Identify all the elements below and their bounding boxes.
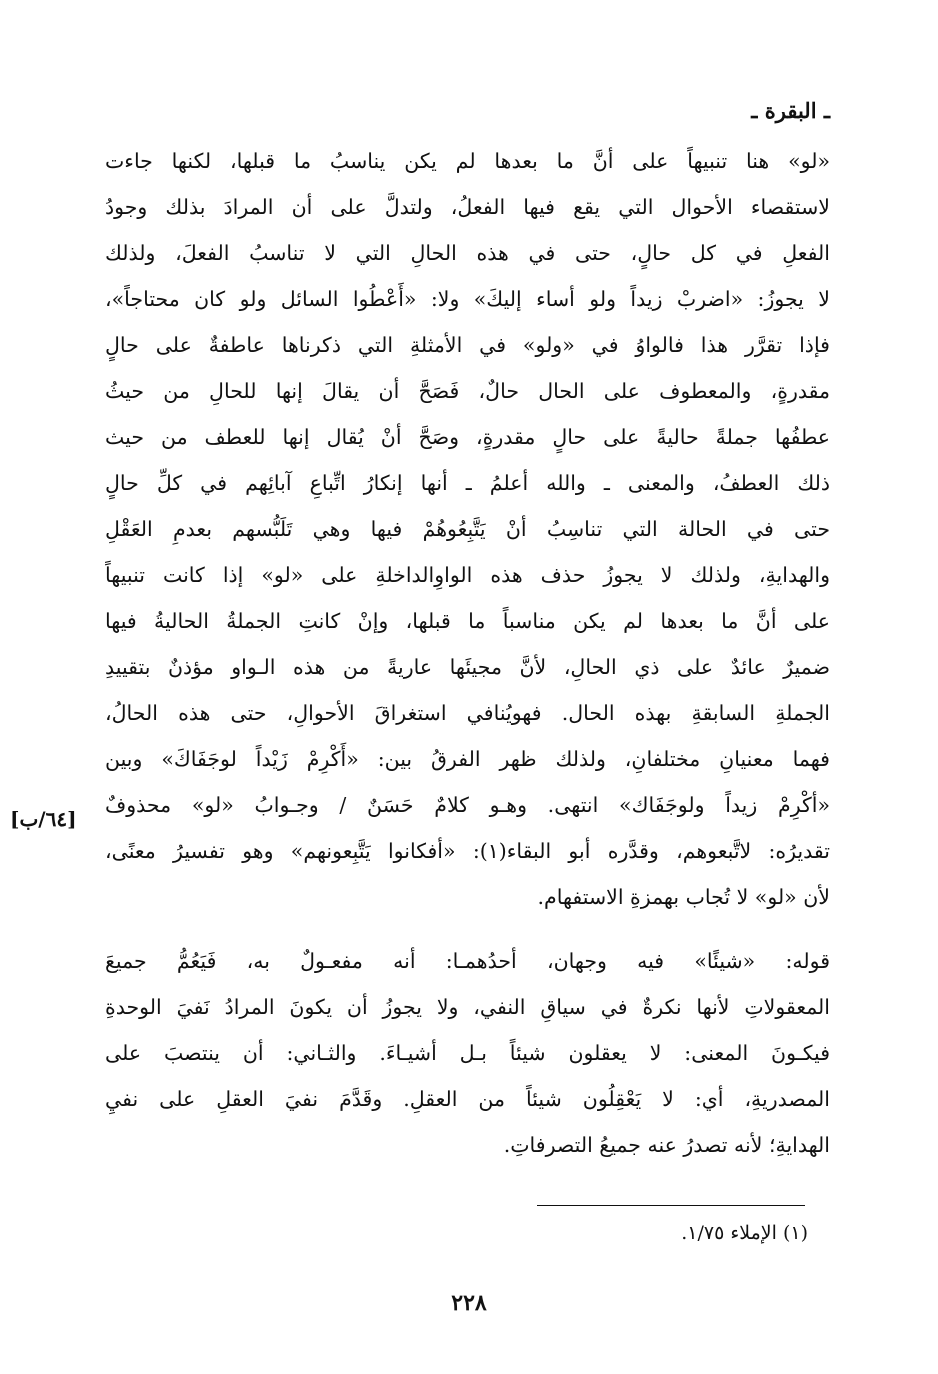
- text-line: مقدرةٍ، والمعطوف على الحال حالٌ، فَصَحَّ أن يقالَ إنها للحالِ من حيثُ: [105, 379, 830, 403]
- footnote: (١) الإملاء ١/٧٥.: [681, 1222, 808, 1244]
- text-line: لاستقصاء الأحوال التي يقع فيها الفعلُ، ولتدلَّ على أن المرادَ بذلك وجودُ: [105, 195, 830, 219]
- text-line: المعقولاتِ لأنها نكرةٌ في سياقِ النفي، ولا يجوزُ أن يكونَ المرادُ نَفيَ الوحدةِ: [105, 995, 830, 1019]
- paragraph-1: [105, 138, 830, 920]
- text-line: فيكـونَ المعنى: لا يعقلون شيئاً بـل أشيـاءَ. والثـاني: أن ينتصبَ على: [105, 1041, 830, 1065]
- text-line: المصدريةِ، أي: لا يَعْقِلُون شيئاً من العقلِ. وقَدَّمَ نفيَ العقلِ على نفيِ: [105, 1087, 830, 1111]
- text-line: لأن «لو» لا تُجاب بهمزةِ الاستفهام.: [537, 885, 830, 909]
- footnote-divider: [537, 1205, 805, 1206]
- text-line: عطفُها جملةً حاليةً على حالٍ مقدرةٍ، وصَحَّ أنْ يُقال إنها للعطف من حيث: [105, 425, 830, 449]
- text-line: حتى في الحالة التي تناسِبُ أنْ يَتَّبِعُوهُمْ فيها وهي تَلَبُّسهم بعدمِ العَقْلِ: [105, 517, 830, 541]
- page-number: ٢٢٨: [451, 1290, 487, 1316]
- text-line: الهدايةِ؛ لأنه تصدرُ عنه جميعُ التصرفاتِ.: [503, 1133, 830, 1157]
- text-line: تقديرُه: لاتَّبعوهم، وقدَّره أبو البقاء(١): «أفكانوا يَتَّبِعونهم» وهو تفسيرُ معنًى،: [105, 839, 830, 863]
- running-head: ـ البقرة ـ: [751, 98, 830, 123]
- text-line: ضميرٌ عائدٌ على ذي الحالِ، لأنَّ مجيئَها عاريةً من هذه الـواو مؤذنٌ بتقييدِ: [105, 655, 830, 679]
- text-line: على أنَّ ما بعدها لم يكن مناسباً ما قبلها، وإنْ كانتِ الجملةُ الحاليةُ فيها: [105, 609, 830, 633]
- text-line: الجملةِ السابقةِ بهذه الحال. فهويُنافي استغراقَ الأحوالِ، حتى هذه الحالُ،: [105, 701, 830, 725]
- text-line: لا يجوزُ: «اضربْ زيداً ولو أساء إليكَ» ولا: «أَعْطُوا السائل ولو كان محتاجاً»،: [105, 287, 830, 311]
- paragraph-2: [105, 938, 830, 1168]
- text-line: ذلك العطفُ، والمعنى ـ والله أعلمُ ـ أنها إنكارُ اتِّباعِ آبائِهم في كلِّ حالٍ: [105, 471, 830, 495]
- text-line: فهما معنيانِ مختلفانِ، ولذلك ظهر الفرقُ بين: «أَكْرِمْ زَيْداً لوجَفَاكَ» وبين: [105, 747, 830, 771]
- text-line: «لو» هنا تنبيهاً على أنَّ ما بعدها لم يكن يناسبُ ما قبلها، لكنها جاءت: [105, 149, 830, 173]
- text-line: والهدايةِ، ولذلك لا يجوزُ حذف هذه الواوِالداخلةِ على «لو» إذا كانت تنبيهاً: [105, 563, 830, 587]
- text-line: «أكْرِمْ زيداً ولوجَفَاك» انتهى. وهـو كلامٌ حَسَنٌ / وجـوابُ «لو» محذوفٌ: [105, 793, 830, 817]
- text-line: الفعلِ في كل حالٍ، حتى في هذه الحالِ التي لا تناسبُ الفعلَ، ولذلك: [105, 241, 830, 265]
- manuscript-folio-note: [٦٤/ب]: [10, 807, 77, 831]
- text-line: فإذا تقرَّر هذا فالواوُ في «ولو» في الأمثلةِ التي ذكرناها عاطفةٌ على حالٍ: [105, 333, 830, 357]
- text-line: قوله: «شيئًا» فيه وجهان، أحدُهمـا: أنه مفعـولٌ به، فَيَعُمُّ جميعَ: [105, 949, 830, 973]
- body-text: [105, 138, 830, 1168]
